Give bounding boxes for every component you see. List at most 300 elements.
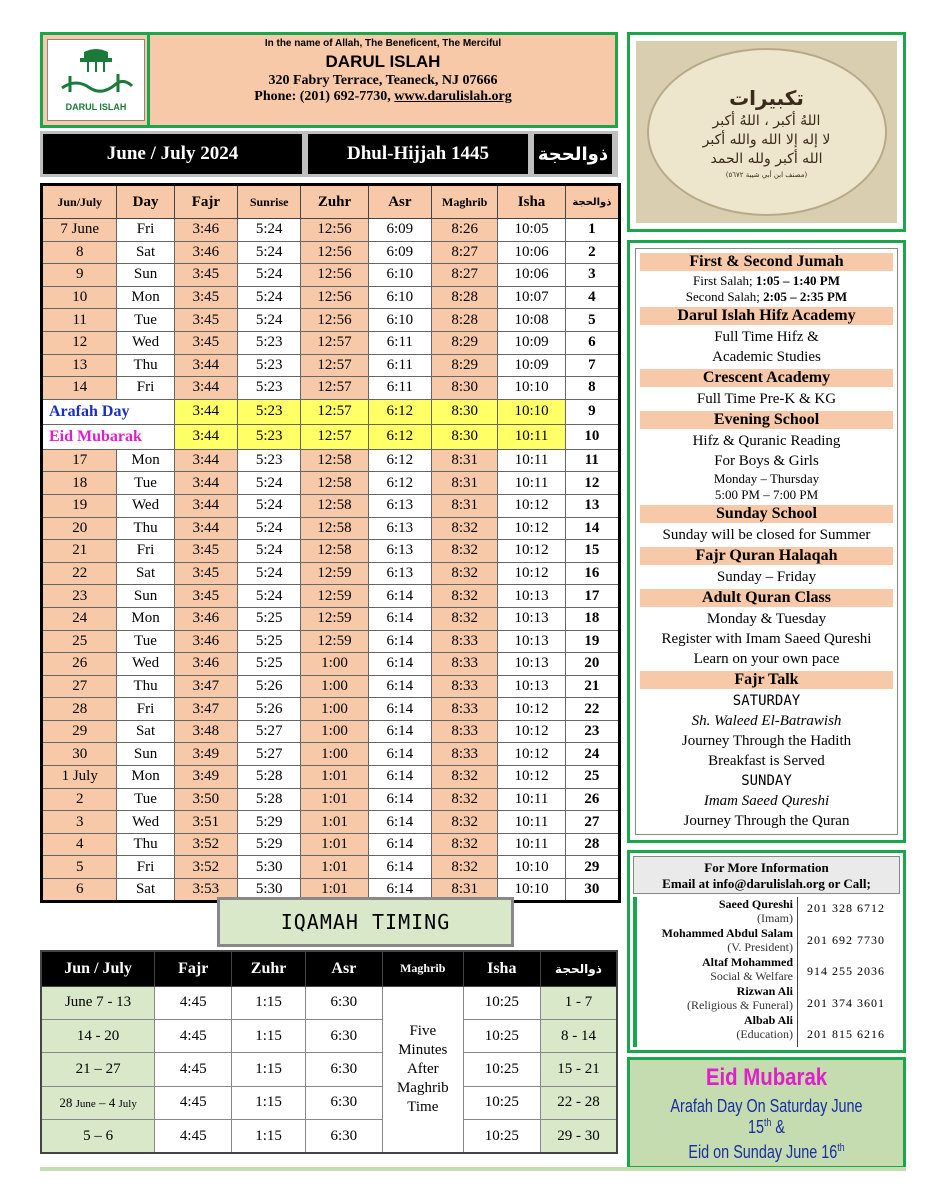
cell-isha: 10:13 — [498, 607, 565, 630]
cell-sunrise: 5:23 — [238, 377, 301, 400]
iqamah-table — [40, 950, 618, 1154]
cell-fajr: 3:45 — [174, 264, 237, 287]
cell-sunrise: 5:24 — [238, 494, 301, 517]
cell-fajr: 3:49 — [174, 766, 237, 789]
cell-fajr: 3:44 — [174, 449, 237, 472]
cell-hijri: 13 — [565, 494, 619, 517]
cell-hijri: 28 — [565, 833, 619, 856]
hijri-month: Dhul-Hijjah 1445 — [308, 134, 528, 174]
cell-asr: 6:09 — [368, 241, 431, 264]
cell-isha: 10:07 — [498, 286, 565, 309]
cell-zuhr: 12:59 — [301, 630, 368, 653]
cell-date: 30 — [42, 743, 117, 766]
cell-sunrise: 5:23 — [238, 354, 301, 377]
adult-class-title: Adult Quran Class — [640, 589, 893, 607]
cell-isha: 10:12 — [498, 540, 565, 563]
cell-day: Fri — [117, 698, 174, 721]
cell-date: 1 July — [42, 766, 117, 789]
sunday-school-line: Sunday will be closed for Summer — [662, 527, 871, 543]
cell-maghrib: 8:32 — [432, 517, 498, 540]
table-row — [42, 630, 620, 653]
cell-fajr: 3:46 — [174, 653, 237, 676]
sunday-school-title: Sunday School — [640, 505, 893, 523]
cell-maghrib: 8:33 — [432, 743, 498, 766]
cell-zuhr: 12:57 — [301, 424, 368, 449]
cell-asr: 6:09 — [368, 219, 431, 242]
cell-maghrib: 8:32 — [432, 540, 498, 563]
website-link[interactable]: www.darulislah.org — [394, 89, 512, 104]
cell-maghrib: 8:33 — [432, 630, 498, 653]
table-row — [42, 788, 620, 811]
cell-zuhr: 12:58 — [301, 517, 368, 540]
takbirat-title: تكبيرات — [729, 85, 804, 110]
fajr-talk-title: Fajr Talk — [640, 671, 893, 689]
jumah-second — [636, 289, 897, 305]
table-row — [42, 494, 620, 517]
table-row — [42, 811, 620, 834]
cell-maghrib: 8:28 — [432, 309, 498, 332]
table-row — [42, 743, 620, 766]
bottom-rule — [40, 1167, 906, 1171]
cell-fajr: 3:52 — [174, 856, 237, 879]
cell-isha: 10:12 — [498, 562, 565, 585]
col-header-sunrise: Sunrise — [238, 185, 301, 219]
table-row — [42, 720, 620, 743]
cell-zuhr: 12:59 — [301, 562, 368, 585]
cell-fajr: 3:44 — [174, 354, 237, 377]
mosque-logo-icon — [56, 48, 136, 100]
iq-asr: 6:30 — [305, 986, 382, 1019]
cell-date: 23 — [42, 585, 117, 608]
cell-hijri: 16 — [565, 562, 619, 585]
cell-date: 7 June — [42, 219, 117, 242]
cell-sunrise: 5:24 — [238, 264, 301, 287]
cell-sunrise: 5:23 — [238, 399, 301, 424]
cell-hijri: 21 — [565, 675, 619, 698]
cell-maghrib: 8:32 — [432, 788, 498, 811]
cell-maghrib: 8:33 — [432, 698, 498, 721]
table-row — [42, 309, 620, 332]
cell-day: Tue — [117, 472, 174, 495]
cell-day: Wed — [117, 331, 174, 354]
cell-sunrise: 5:24 — [238, 517, 301, 540]
eid-line-2-sup: th — [837, 1142, 845, 1154]
cell-isha: 10:12 — [498, 720, 565, 743]
hifz-line: Academic Studies — [712, 349, 821, 365]
iq-col-fajr: Fajr — [155, 951, 232, 986]
cell-sunrise: 5:28 — [238, 766, 301, 789]
cell-hijri: 25 — [565, 766, 619, 789]
iq-range-a: 28 — [59, 1094, 76, 1110]
cell-zuhr: 1:01 — [301, 833, 368, 856]
cell-isha: 10:12 — [498, 766, 565, 789]
cell-fajr: 3:45 — [174, 562, 237, 585]
cell-day: Wed — [117, 494, 174, 517]
cell-day: Thu — [117, 675, 174, 698]
iq-fajr: 4:45 — [155, 1086, 232, 1119]
cell-fajr: 3:45 — [174, 286, 237, 309]
cell-sunrise: 5:24 — [238, 241, 301, 264]
iq-col-asr: Asr — [305, 951, 382, 986]
cell-day: Mon — [117, 449, 174, 472]
cell-maghrib: 8:32 — [432, 856, 498, 879]
cell-fajr: 3:44 — [174, 399, 237, 424]
table-row — [42, 241, 620, 264]
cell-zuhr: 1:01 — [301, 788, 368, 811]
cell-date: 25 — [42, 630, 117, 653]
contact-phones — [801, 897, 900, 1047]
cell-day: Wed — [117, 811, 174, 834]
cell-date: 11 — [42, 309, 117, 332]
evening-title: Evening School — [640, 411, 893, 429]
cell-asr: 6:13 — [368, 494, 431, 517]
iq-asr: 6:30 — [305, 1120, 382, 1153]
gregorian-month: June / July 2024 — [43, 134, 302, 174]
cell-hijri: 5 — [565, 309, 619, 332]
cell-asr: 6:12 — [368, 424, 431, 449]
cell-isha: 10:12 — [498, 698, 565, 721]
iq-hijri: 15 - 21 — [540, 1053, 617, 1086]
cell-day: Sat — [117, 879, 174, 902]
cell-isha: 10:09 — [498, 354, 565, 377]
cell-fajr: 3:44 — [174, 517, 237, 540]
cell-fajr: 3:46 — [174, 219, 237, 242]
cell-maghrib: 8:26 — [432, 219, 498, 242]
cell-date: 29 — [42, 720, 117, 743]
cell-date: 26 — [42, 653, 117, 676]
iq-fajr: 4:45 — [155, 986, 232, 1019]
fajr-talk-saturday: SATURDAY — [732, 693, 801, 709]
table-row — [42, 698, 620, 721]
table-row — [42, 675, 620, 698]
iq-col-hijri: ذوالحجة — [540, 951, 617, 986]
iq-isha: 10:25 — [463, 1019, 540, 1052]
cell-hijri: 30 — [565, 879, 619, 902]
contact-phone: 201 328 6712 — [807, 901, 885, 915]
cell-isha: 10:11 — [498, 811, 565, 834]
cell-fajr: 3:49 — [174, 743, 237, 766]
eid-line-1b: & — [771, 1117, 785, 1137]
halaqah-title: Fajr Quran Halaqah — [640, 547, 893, 565]
iq-zuhr: 1:15 — [232, 1019, 305, 1052]
cell-sunrise: 5:25 — [238, 607, 301, 630]
org-phone — [151, 89, 615, 105]
cell-sunrise: 5:24 — [238, 219, 301, 242]
table-row — [42, 766, 620, 789]
contact-name: Saeed Qureshi — [718, 897, 793, 911]
table-row — [42, 607, 620, 630]
cell-zuhr: 12:57 — [301, 377, 368, 400]
cell-isha: 10:06 — [498, 241, 565, 264]
table-row — [42, 833, 620, 856]
iq-range: 5 – 6 — [41, 1120, 155, 1153]
cell-date: 10 — [42, 286, 117, 309]
table-header-row — [42, 185, 620, 219]
cell-sunrise: 5:24 — [238, 309, 301, 332]
takbirat-line: اللهُ أكبر ، اللهُ أكبر — [712, 112, 821, 129]
iqamah-row — [41, 1086, 617, 1119]
cell-zuhr: 1:00 — [301, 720, 368, 743]
cell-date: 14 — [42, 377, 117, 400]
cell-asr: 6:14 — [368, 675, 431, 698]
cell-day: Sat — [117, 562, 174, 585]
iq-range-b: June — [75, 1097, 96, 1110]
cell-sunrise: 5:23 — [238, 331, 301, 354]
iq-maghrib-note: Five Minutes After Maghrib Time — [382, 986, 463, 1153]
cell-isha: 10:11 — [498, 788, 565, 811]
cell-maghrib: 8:32 — [432, 585, 498, 608]
cell-zuhr: 1:01 — [301, 766, 368, 789]
evening-time: 5:00 PM – 7:00 PM — [714, 487, 819, 502]
cell-asr: 6:14 — [368, 585, 431, 608]
cell-fajr: 3:45 — [174, 540, 237, 563]
eid-announcement — [627, 1057, 906, 1169]
cell-date: 21 — [42, 540, 117, 563]
table-row — [42, 354, 620, 377]
cell-sunrise: 5:26 — [238, 675, 301, 698]
evening-days: Monday – Thursday — [713, 471, 820, 486]
table-row — [42, 399, 620, 424]
cell-hijri: 18 — [565, 607, 619, 630]
cell-day: Tue — [117, 630, 174, 653]
cell-hijri: 23 — [565, 720, 619, 743]
takbirat-line: الله أكبر ولله الحمد — [710, 150, 823, 167]
cell-isha: 10:13 — [498, 675, 565, 698]
cell-maghrib: 8:33 — [432, 720, 498, 743]
iq-isha: 10:25 — [463, 986, 540, 1019]
cell-zuhr: 1:01 — [301, 856, 368, 879]
contact-name: Rizwan Ali — [736, 984, 793, 998]
cell-isha: 10:05 — [498, 219, 565, 242]
iq-zuhr: 1:15 — [232, 1053, 305, 1086]
col-header-isha: Isha — [498, 185, 565, 219]
cell-isha: 10:11 — [498, 424, 565, 449]
contact-panel — [627, 850, 906, 1053]
eid-line-arafah — [657, 1096, 875, 1138]
cell-date: 12 — [42, 331, 117, 354]
contact-name: Albab Ali — [743, 1013, 793, 1027]
cell-date: 28 — [42, 698, 117, 721]
cell-asr: 6:14 — [368, 653, 431, 676]
iq-isha: 10:25 — [463, 1053, 540, 1086]
cell-asr: 6:12 — [368, 399, 431, 424]
cell-maghrib: 8:33 — [432, 675, 498, 698]
cell-date: 6 — [42, 879, 117, 902]
cell-day: Thu — [117, 354, 174, 377]
fajr-talk-sat-note: Breakfast is Served — [708, 753, 825, 769]
cell-day: Thu — [117, 833, 174, 856]
iq-col-range: Jun / July — [41, 951, 155, 986]
cell-hijri: 2 — [565, 241, 619, 264]
cell-date: 20 — [42, 517, 117, 540]
cell-asr: 6:13 — [368, 562, 431, 585]
cell-isha: 10:10 — [498, 399, 565, 424]
table-row — [42, 449, 620, 472]
cell-maghrib: 8:28 — [432, 286, 498, 309]
phone-label: Phone: (201) 692-7730, — [254, 89, 395, 104]
adult-class-line: Register with Imam Saeed Qureshi — [661, 631, 872, 647]
cell-asr: 6:14 — [368, 743, 431, 766]
adult-class-line: Monday & Tuesday — [706, 611, 827, 627]
iq-zuhr: 1:15 — [232, 1086, 305, 1119]
cell-maghrib: 8:32 — [432, 766, 498, 789]
takbirat-panel — [627, 32, 906, 232]
cell-zuhr: 12:57 — [301, 331, 368, 354]
cell-isha: 10:10 — [498, 879, 565, 902]
cell-isha: 10:06 — [498, 264, 565, 287]
cell-day: Fri — [117, 540, 174, 563]
cell-isha: 10:11 — [498, 449, 565, 472]
cell-fajr: 3:44 — [174, 377, 237, 400]
fajr-talk-sun-topic: Journey Through the Quran — [683, 813, 850, 829]
cell-fajr: 3:47 — [174, 675, 237, 698]
cell-isha: 10:10 — [498, 377, 565, 400]
cell-hijri: 17 — [565, 585, 619, 608]
cell-maghrib: 8:30 — [432, 399, 498, 424]
cell-sunrise: 5:29 — [238, 833, 301, 856]
iqamah-row — [41, 986, 617, 1019]
cell-isha: 10:13 — [498, 630, 565, 653]
eid-line-2a: Eid on Sunday June 16 — [688, 1142, 838, 1162]
cell-day: Sat — [117, 720, 174, 743]
cell-asr: 6:14 — [368, 856, 431, 879]
iq-range — [41, 1086, 155, 1119]
cell-fajr: 3:45 — [174, 585, 237, 608]
bismillah-text: In the name of Allah, The Beneficent, The Merciful — [264, 38, 502, 49]
cell-date: 4 — [42, 833, 117, 856]
col-header-fajr: Fajr — [174, 185, 237, 219]
cell-hijri: 6 — [565, 331, 619, 354]
cell-maghrib: 8:27 — [432, 264, 498, 287]
cell-maghrib: 8:30 — [432, 424, 498, 449]
cell-asr: 6:14 — [368, 811, 431, 834]
hifz-title: Darul Islah Hifz Academy — [640, 307, 893, 325]
cell-day: Sun — [117, 264, 174, 287]
cell-isha: 10:11 — [498, 472, 565, 495]
cell-date: 9 — [42, 264, 117, 287]
prayer-times-table — [40, 183, 621, 903]
eid-line-1a: Arafah Day On Saturday June 15 — [670, 1096, 863, 1137]
cell-zuhr: 1:00 — [301, 653, 368, 676]
takbirat-line: لا إله إلا الله والله أكبر — [702, 131, 831, 148]
cell-day: Sun — [117, 743, 174, 766]
cell-day: Fri — [117, 377, 174, 400]
cell-asr: 6:11 — [368, 354, 431, 377]
cell-fajr: 3:44 — [174, 472, 237, 495]
cell-date: 3 — [42, 811, 117, 834]
cell-asr: 6:11 — [368, 377, 431, 400]
cell-maghrib: 8:27 — [432, 241, 498, 264]
cell-sunrise: 5:24 — [238, 562, 301, 585]
contact-phone: 201 692 7730 — [807, 932, 885, 947]
cell-asr: 6:14 — [368, 630, 431, 653]
cell-hijri: 10 — [565, 424, 619, 449]
cell-fajr: 3:48 — [174, 720, 237, 743]
cell-fajr: 3:46 — [174, 607, 237, 630]
iq-col-isha: Isha — [463, 951, 540, 986]
iq-asr: 6:30 — [305, 1019, 382, 1052]
eid-line-1-sup: th — [764, 1117, 772, 1129]
evening-line: Hifz & Quranic Reading — [692, 433, 841, 449]
cell-asr: 6:14 — [368, 833, 431, 856]
cell-sunrise: 5:28 — [238, 788, 301, 811]
cell-asr: 6:10 — [368, 309, 431, 332]
cell-hijri: 7 — [565, 354, 619, 377]
table-row — [42, 517, 620, 540]
cell-sunrise: 5:30 — [238, 856, 301, 879]
month-bar — [40, 131, 618, 177]
org-name: DARUL ISLAH — [325, 52, 441, 71]
cell-maghrib: 8:32 — [432, 811, 498, 834]
cell-zuhr: 1:00 — [301, 698, 368, 721]
table-row — [42, 331, 620, 354]
col-header-date: Jun/July — [42, 185, 117, 219]
table-row — [42, 424, 620, 449]
eid-title: Eid Mubarak — [705, 1064, 828, 1091]
takbirat-reference: (مصنف ابن أبي شيبة ٥٦٧٢) — [725, 170, 808, 179]
iq-range: 14 - 20 — [41, 1019, 155, 1052]
cell-hijri: 11 — [565, 449, 619, 472]
contact-name: Mohammed Abdul Salam — [661, 926, 793, 940]
cell-date: 18 — [42, 472, 117, 495]
fajr-talk-sun-speaker: Imam Saeed Qureshi — [703, 793, 830, 809]
cell-zuhr: 12:58 — [301, 494, 368, 517]
programs-panel — [627, 240, 906, 843]
iqamah-row — [41, 1019, 617, 1052]
contact-email-line: Email at info@darulislah.org or Call; — [662, 876, 871, 891]
cell-asr: 6:11 — [368, 331, 431, 354]
cell-maghrib: 8:32 — [432, 607, 498, 630]
cell-hijri: 15 — [565, 540, 619, 563]
eid-line-eid — [657, 1142, 875, 1163]
jumah-first-label: First Salah; — [693, 273, 756, 288]
contact-role: (V. President) — [727, 940, 793, 954]
jumah-second-label: Second Salah; — [685, 289, 764, 304]
cell-zuhr: 1:00 — [301, 743, 368, 766]
iqamah-row — [41, 1120, 617, 1153]
cell-isha: 10:08 — [498, 309, 565, 332]
cell-date: 13 — [42, 354, 117, 377]
cell-date: 27 — [42, 675, 117, 698]
cell-zuhr: 12:58 — [301, 540, 368, 563]
cell-asr: 6:13 — [368, 540, 431, 563]
cell-zuhr: 12:57 — [301, 399, 368, 424]
col-header-maghrib: Maghrib — [432, 185, 498, 219]
cell-maghrib: 8:31 — [432, 472, 498, 495]
table-row — [42, 264, 620, 287]
col-header-asr: Asr — [368, 185, 431, 219]
cell-date: 8 — [42, 241, 117, 264]
cell-maghrib: 8:32 — [432, 562, 498, 585]
cell-zuhr: 12:56 — [301, 241, 368, 264]
fajr-talk-sat-topic: Journey Through the Hadith — [681, 733, 852, 749]
table-row — [42, 472, 620, 495]
cell-date: 2 — [42, 788, 117, 811]
cell-asr: 6:14 — [368, 698, 431, 721]
table-row — [42, 219, 620, 242]
cell-zuhr: 12:56 — [301, 264, 368, 287]
cell-day: Fri — [117, 856, 174, 879]
programs-list — [635, 248, 898, 835]
crescent-line: Full Time Pre-K & KG — [696, 391, 837, 407]
fajr-talk-sat-speaker: Sh. Waleed El-Batrawish — [691, 713, 842, 729]
table-row — [42, 585, 620, 608]
iq-range: 21 – 27 — [41, 1053, 155, 1086]
cell-fajr: 3:45 — [174, 331, 237, 354]
fajr-talk-sunday: SUNDAY — [741, 773, 792, 789]
cell-asr: 6:12 — [368, 449, 431, 472]
cell-hijri: 14 — [565, 517, 619, 540]
